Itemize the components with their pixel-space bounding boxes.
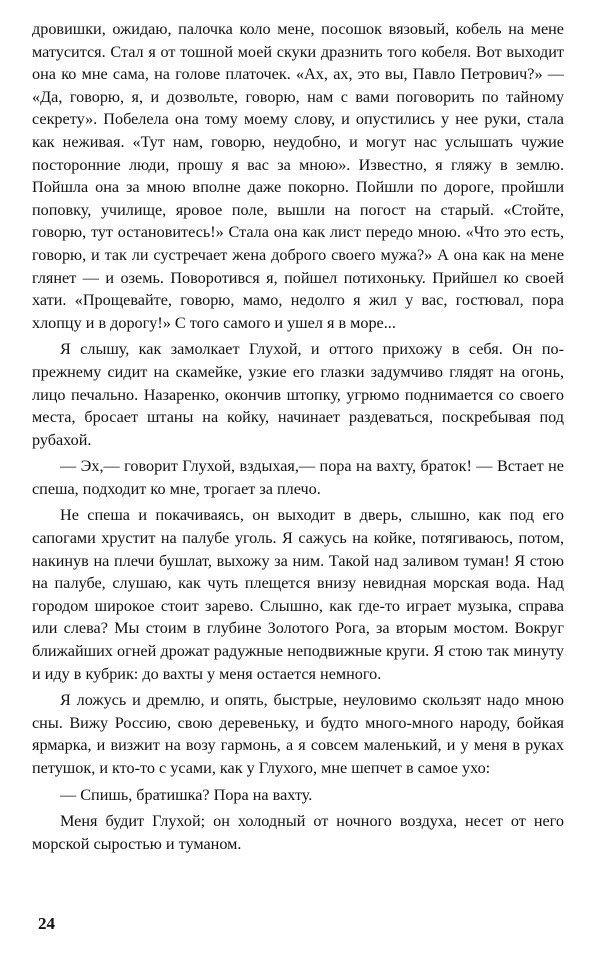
page-number: 24 [38,914,55,933]
paragraph-6: — Спишь, братишка? Пора на вахту. [60,785,313,804]
paragraph-3: — Эх,— говорит Глухой, вздыхая,— пора на вахту, браток! — Встает не спеша, подходит ко мне, трогает за плечо. [32,457,564,498]
paragraph-continuation: дровишки, ожидаю, палочка коло мене, посошок вязовый, кобель на мене матусится. Стал я от тошной моей скуки дразнить того кобеля. Вот выходит она ко мне сама, на голове платочек. «Ах, ах, это вы, Павло Петрович?» — «Да, говорю, я, и дозвольте, говорю, нам с вами поговорить по тайному секрету». Побелела она тому моему слову, и опустились у нее руки, стала как неживая. «Тут нам, говорю, неудобно, и могут нас услышать чужие посторонние люди, прошу я вас за мною». Известно, я гляжу в землю. Пойшла она за мною вполне даже покорно. Пойшли по дороге, пройшли поповку, училище, яровое поле, вышли на погост на старый. «Стойте, говорю, тут остановитесь!» Стала она как лист передо мною. «Что это есть, говорю, и так ли сустречает жена доброго своего мужа?» А она как на мене глянет — и оземь. Поворотився я, пойшел потихоньку. Прийшел ко своей хати. «Прощевайте, говорю, мамо, недолго я жил у вас, гостювал, пора хлопцу и в дорогу!» С того самого и ушел я в море... [32,20,564,332]
paragraph-7: Меня будит Глухой; он холодный от ночного воздуха, несет от него морской сыростью и туманом. [32,812,564,853]
page-body [32,18,564,855]
paragraph-2: Я слышу, как замолкает Глухой, и оттого прихожу в себя. Он по-прежнему сидит на скамейке, узкие его глазки задумчиво глядят на огонь, лицо печально. Назаренко, окончив штопку, угрюмо поднимается со своего места, бросает штаны на койку, начинает раздеваться, поскребывая под рубахой. [32,340,564,449]
paragraph-4: Не спеша и покачиваясь, он выходит в дверь, слышно, как под его сапогами хрустит на палубе уголь. Я сажусь на койке, потягиваюсь, потом, накинув на плечи бушлат, выхожу за ним. Такой над заливом туман! Я стою на палубе, слушаю, как чуть плещется внизу невидная морская вода. Над городом широкое стоит зарево. Слышно, как где-то играет музыка, справа или слева? Мы стоим в глубине Золотого Рога, за вторым мостом. Вокруг ближайших огней дрожат радужные неподвижные круги. Я стою так минуту и иду в кубрик: до вахты у меня остается немного. [32,506,564,683]
paragraph-5: Я ложусь и дремлю, и опять, быстрые, неуловимо скользят надо мною сны. Вижу Россию, свою деревеньку, и будто много-много народу, бойкая ярмарка, и визжит на возу гармонь, а я совсем маленький, и у меня в руках петушок, и кто-то с усами, как у Глухого, мне шепчет в самое ухо: [32,691,564,777]
